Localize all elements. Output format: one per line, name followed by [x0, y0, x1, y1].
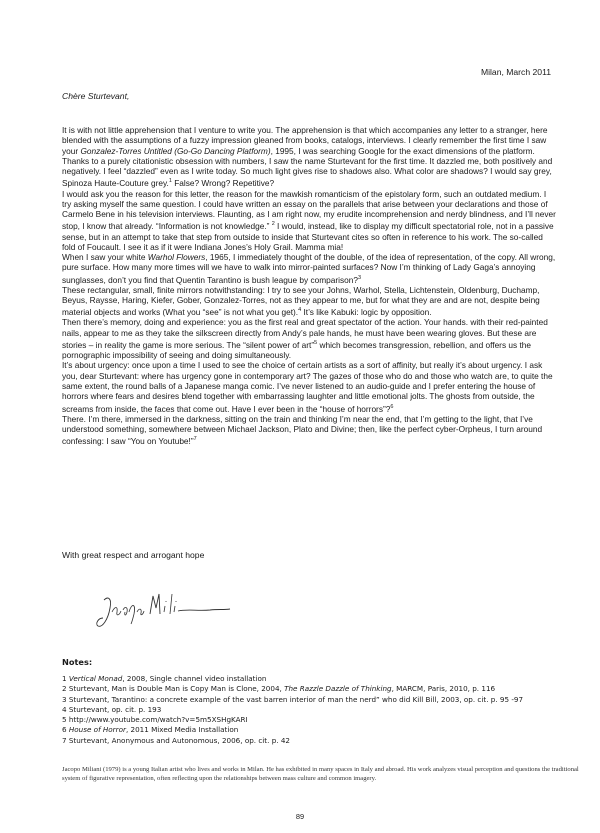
text-run: , 2011 Mixed Media Installation [125, 725, 239, 735]
author-bio: Jacopo Miliani (1979) is a young Italian artist who lives and works in Milan. He has exhibited in many spaces in Italy and abroad. His work analyzes visual perception and questions the traditional system of figurative representation, often reflecting upon the relationships between mass culture and common imagery. [62, 766, 579, 782]
letter-paragraph-3 [62, 252, 557, 285]
note-item-7 [62, 736, 562, 746]
text-run: 5 http://www.youtube.com/watch?v=5m5XSHgKARI [62, 715, 248, 725]
letter-body [62, 125, 557, 446]
notes-list [62, 674, 562, 746]
text-run: 6 [62, 725, 69, 735]
footnote-ref: 4 [298, 307, 302, 314]
text-run: , 1995, I was searching Google for the exact dimensions of the platform. Thanks to a purely citationistic obsession with numbers, I saw the name Sturtevant for the first time. It dazzled me, both positively and negatively. I feel “dazzled” even as I write today. So much light gives rise to shadows also. What color are shadows? I would say grey, Spinoza Haute-Couture grey. [62, 145, 553, 189]
text-run: , 1965, I immediately thought of the double, of the idea of representation, of the copy. All wrong, pure surface. How many more times will we have to walk into mirror-painted surfaces? Now I’m thinking of Lady Gaga’s annoying sunglasses, don’t you find that Quentin Tarantino is bush league by comparison? [62, 252, 556, 285]
text-run: 7 Sturtevant, Anonymous and Autonomous, 2006, op. cit. p. 42 [62, 735, 290, 745]
dateline: Milan, March 2011 [480, 67, 551, 77]
footnote-ref: 5 [314, 340, 318, 346]
note-item-6 [62, 725, 562, 735]
text-run: False? Wrong? Repetitive? [171, 178, 275, 189]
page-number: 89 [295, 812, 305, 821]
note-item-4 [62, 705, 562, 715]
note-item-3 [62, 695, 562, 705]
text-run: It’s about urgency: once upon a time I used to see the choice of certain artists as a sort of affinity, but really it’s about urgency. I ask you, dear Sturtevant: where has urgency gone in contemporary art? The gazes of those who do and those who watch are, to quite the same extent, the round balls of a Japanese manga comic. I’ve never listened to an audio-guide and I prefer entering the house of horrors where fears and desires blend together with embarrassing laughter and little emotional jolts. The ghosts from outside, the screams from inside, the faces that come out. Have I ever been in the “house of horrors”? [62, 360, 553, 414]
note-item-5 [62, 715, 562, 725]
letter-paragraph-1 [62, 125, 557, 189]
text-run: I would, instead, like to display my difficult spectatorial role, not in a passive sense, but in an attempt to take that step from outside to inside that Sturtevant cites so often in reference to his work. The so-called fold of Foucault. I see it as if it were Indiana Jones’s Holy Grail. Mamma mia! [62, 221, 554, 252]
footnote-ref: 3 [357, 274, 362, 281]
footnote-ref: 6 [390, 403, 394, 410]
letter-paragraph-6 [62, 360, 557, 413]
footnote-ref: 2 [271, 221, 275, 228]
italic-title: Vertical Monad [68, 674, 123, 683]
handwritten-signature [90, 578, 240, 640]
text-run: which becomes transgression, rebellion, and offers us the pornographic impossibility of seeing and doing simultaneously. [62, 339, 531, 361]
text-run: , MARCM, Paris, 2010, p. 116 [391, 684, 496, 694]
letter-paragraph-4 [62, 285, 557, 318]
note-item-1 [62, 674, 562, 684]
closing-line: With great respect and arrogant hope [62, 550, 205, 560]
text-run: 1 [62, 674, 69, 683]
text-run: There. I’m there, immersed in the darkness, sitting on the train and thinking I’m near the end, that I’m getting to the light, that I’ve understood something, somewhere between Michael Jackson, Plato and Divine; then, like the perfect cyber-Orpheus, I turn around confessing: I saw “You on Youtube!” [62, 413, 543, 446]
text-run: Then there’s memory, doing and experience: you as the first real and great spectator of the action. Your hands. with their red-painted nails, appear to me as they take the silkscreen directly from Andy’s pale hands, he must have been wearing gloves. But these are stories – in reality the game is more serious. The “silent power of art” [62, 317, 548, 350]
italic-title: Gonzalez-Torres Untitled (Go-Go Dancing Platform) [80, 145, 271, 156]
text-run: 4 Sturtevant, op. cit. p. 193 [62, 704, 162, 714]
text-run: It’s like Kabuki: logic by opposition. [301, 307, 432, 318]
text-run: When I saw your white [62, 252, 148, 263]
text-run: It is with not little apprehension that I venture to write you. The apprehension is that which accompanies any letter to a stranger, here blended with the assumptions of a fuzzy impression gleaned from books, catalogs, interviews. I clearly remember the first time I saw your [62, 125, 548, 156]
footnote-ref: 1 [168, 178, 172, 185]
letter-paragraph-5 [62, 317, 557, 360]
text-run: These rectangular, small, finite mirrors notwithstanding: I try to see your Johns, Warhol, Stella, Lichtenstein, Oldenburg, Duchamp, Beyus, Raysse, Haring, Kiefer, Gober, Gonzalez-Torres, not as they appear to me, but for what they are and are not, despite being material objects and works (What you “see” is not what you get). [62, 284, 540, 318]
italic-title: House of Horror [68, 725, 126, 735]
note-item-2 [62, 684, 562, 694]
letter-paragraph-7 [62, 414, 557, 447]
text-run: 2 Sturtevant, Man is Double Man is Copy Man is Clone, 2004, [62, 684, 285, 694]
text-run: I would ask you the reason for this letter, the reason for the mawkish romanticism of the epistolary form, such an outdated medium. I try asking myself the same question. I could have written an essay on the parallels that arise between your declarations and those of Carmelo Bene in his television interviews. Flaunting, as I am right now, my erudite incomprehension and nerdy blindness, and I’ll never stop, I know that already. “Information is not knowledge.” [62, 188, 556, 232]
notes-heading: Notes: [62, 657, 93, 667]
salutation-text: Chère Sturtevant, [62, 91, 130, 101]
letter-paragraph-2 [62, 189, 557, 253]
text-run: , 2008, Single channel video installation [122, 674, 267, 683]
salutation [62, 91, 129, 101]
italic-title: The Razzle Dazzle of Thinking [284, 684, 392, 694]
footnote-ref: 7 [193, 436, 197, 443]
text-run: 3 Sturtevant, Tarantino: a concrete example of the vast barren interior of man the nerd” who did Kill Bill, 2003, op. cit. p. 95 -97 [62, 694, 524, 704]
italic-title: Warhol Flowers [147, 252, 206, 263]
